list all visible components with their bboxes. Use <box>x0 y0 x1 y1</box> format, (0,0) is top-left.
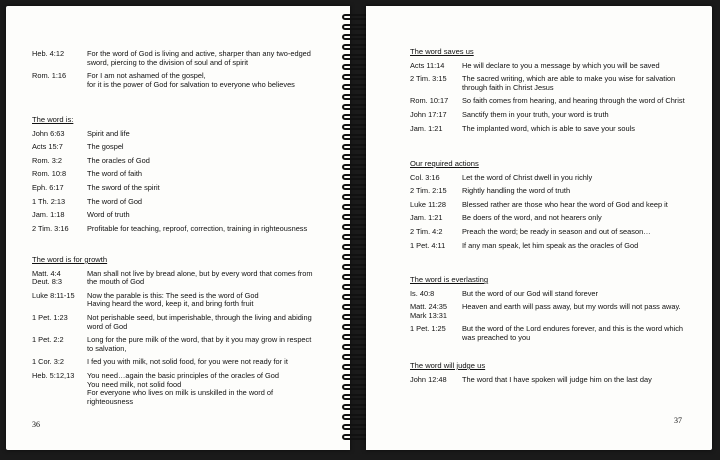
verse-reference: 2 Tim. 4:2 <box>410 226 443 236</box>
verse-reference: 2 Tim. 3:16 <box>32 223 69 233</box>
verse-reference: Rom. 1:16 <box>32 71 67 81</box>
verse-text: The sword of the spirit <box>87 182 160 192</box>
verse-text: The word of God <box>87 196 143 206</box>
verse-text: The oracles of God <box>87 155 150 165</box>
verse-entry <box>32 270 332 287</box>
section-heading: The word is: <box>32 115 74 124</box>
verse-text: Spirit and life <box>87 128 130 138</box>
verse-text: Let the word of Christ dwell in you richly <box>462 172 593 182</box>
verse-text: But the word of the Lord endures forever, and this is the word which was preached to you <box>462 324 684 342</box>
verse-reference: 1 Pet. 2:2 <box>32 335 64 345</box>
verse-entry <box>32 130 332 139</box>
verse-text: Profitable for teaching, reproof, correction, training in righteousness <box>87 223 308 233</box>
verse-reference: Rom. 10:8 <box>32 169 67 179</box>
verse-text: For I am not ashamed of the gospel, for it is the power of God for salvation to everyone who believes <box>87 71 295 89</box>
verse-reference: Luke 8:11-15 <box>32 290 75 300</box>
verse-reference: Heb. 5:12,13 <box>32 370 75 380</box>
verse-entry <box>32 184 332 193</box>
verse-entry <box>410 97 700 106</box>
verse-reference: 1 Pet. 1:25 <box>410 324 446 334</box>
right-page <box>366 6 712 450</box>
verse-reference: Jam. 1:21 <box>410 123 443 133</box>
verse-reference: Col. 3:16 <box>410 172 440 182</box>
left-top-block <box>32 50 332 94</box>
page-number: 36 <box>32 420 40 429</box>
verse-entry <box>410 242 700 251</box>
verse-reference: Heb. 4:12 <box>32 49 65 58</box>
section-heading: Our required actions <box>410 159 479 168</box>
verse-entry <box>410 187 700 196</box>
page-number: 37 <box>674 416 682 425</box>
verse-reference: 2 Tim. 2:15 <box>410 186 447 196</box>
section-word-saves-us <box>410 48 700 138</box>
verse-text: Man shall not live by bread alone, but by every word that comes from the mouth of God <box>87 268 313 287</box>
section-heading: The word is everlasting <box>410 275 489 284</box>
verse-text: The implanted word, which is able to save your souls <box>462 123 635 133</box>
verse-entry <box>32 211 332 220</box>
verse-entry <box>410 174 700 183</box>
verse-text: Sanctify them in your truth, your word is truth <box>462 109 609 119</box>
verse-entry <box>410 325 700 342</box>
verse-text: Long for the pure milk of the word, that by it you may grow in respect to salvation, <box>87 335 312 353</box>
verse-reference: John 6:63 <box>32 128 65 138</box>
verse-text: Word of truth <box>87 210 130 220</box>
verse-text: You need…again the basic principles of the oracles of God You need milk, not solid food For everyone who lives on milk is unskilled in the word of righteousness <box>87 370 280 406</box>
verse-entry <box>32 50 332 67</box>
verse-entry <box>410 214 700 223</box>
verse-reference: Rom. 10:17 <box>410 96 449 106</box>
verse-entry <box>32 143 332 152</box>
verse-entry <box>32 372 332 406</box>
section-the-word-is <box>32 116 332 238</box>
verse-reference: John 17:17 <box>410 109 447 119</box>
verse-text: Be doers of the word, and not hearers only <box>462 213 602 223</box>
verse-entry <box>32 198 332 207</box>
verse-entry <box>410 62 700 71</box>
verse-text: Now the parable is this: The seed is the word of God Having heard the word, keep it, and bring forth fruit <box>87 290 259 309</box>
verse-entry <box>32 157 332 166</box>
verse-entry <box>410 125 700 134</box>
verse-entry <box>410 111 700 120</box>
verse-entry <box>410 201 700 210</box>
verse-reference: Jam. 1:21 <box>410 213 443 223</box>
verse-reference: Matt. 24:35 Mark 13:31 <box>410 302 447 320</box>
left-page <box>6 6 350 450</box>
section-word-everlasting <box>410 276 700 348</box>
section-heading: The word will judge us <box>410 361 486 370</box>
verse-text: But the word of our God will stand forever <box>462 288 598 298</box>
verse-entry <box>32 292 332 309</box>
verse-entry <box>32 358 332 367</box>
verse-entry <box>32 225 332 234</box>
verse-text: If any man speak, let him speak as the oracles of God <box>462 240 639 250</box>
section-word-will-judge <box>410 362 700 389</box>
verse-text: I fed you with milk, not solid food, for you were not ready for it <box>87 357 288 367</box>
verse-reference: Acts 11:14 <box>410 60 445 70</box>
verse-reference: Eph. 6:17 <box>32 182 64 192</box>
verse-entry <box>410 75 700 92</box>
verse-entry <box>32 314 332 331</box>
verse-entry <box>32 336 332 353</box>
section-heading: The word is for growth <box>32 255 108 264</box>
verse-reference: John 12:48 <box>410 374 447 384</box>
verse-reference: 1 Pet. 4:11 <box>410 240 446 250</box>
verse-entry <box>32 72 332 89</box>
verse-reference: 1 Th. 2:13 <box>32 196 66 206</box>
verse-text: Rightly handling the word of truth <box>462 186 571 196</box>
verse-reference: Matt. 4:4 Deut. 8:3 <box>32 268 62 287</box>
verse-text: The gospel <box>87 142 124 152</box>
verse-entry <box>410 228 700 237</box>
verse-reference: Is. 40:8 <box>410 288 435 298</box>
verse-entry <box>410 303 700 320</box>
verse-text: He will declare to you a message by which you will be saved <box>462 60 660 70</box>
verse-text: So faith comes from hearing, and hearing through the word of Christ <box>462 96 685 106</box>
verse-reference: 2 Tim. 3:15 <box>410 74 447 84</box>
verse-entry <box>410 290 700 299</box>
verse-text: Not perishable seed, but imperishable, through the living and abiding word of God <box>87 312 312 331</box>
verse-reference: Rom. 3:2 <box>32 155 62 165</box>
section-required-actions <box>410 160 700 255</box>
verse-reference: 1 Pet. 1:23 <box>32 312 68 322</box>
verse-text: Preach the word; be ready in season and out of season… <box>462 226 651 236</box>
section-word-for-growth <box>32 256 332 411</box>
verse-reference: Luke 11:28 <box>410 199 447 209</box>
verse-text: For the word of God is living and active, sharper than any two-edged sword, piercing to the division of soul and of spirit <box>87 49 311 67</box>
verse-reference: 1 Cor. 3:2 <box>32 357 65 367</box>
verse-text: The word that I have spoken will judge him on the last day <box>462 374 652 384</box>
verse-reference: Jam. 1:18 <box>32 210 65 220</box>
verse-entry <box>410 376 700 385</box>
verse-text: The word of faith <box>87 169 143 179</box>
verse-text: Heaven and earth will pass away, but my words will not pass away. <box>462 302 681 312</box>
verse-text: The sacred writing, which are able to make you wise for salvation through faith in Christ Jesus <box>462 74 676 92</box>
verse-text: Blessed rather are those who hear the word of God and keep it <box>462 199 668 209</box>
verse-reference: Acts 15:7 <box>32 142 63 152</box>
verse-entry <box>32 170 332 179</box>
section-heading: The word saves us <box>410 47 474 56</box>
